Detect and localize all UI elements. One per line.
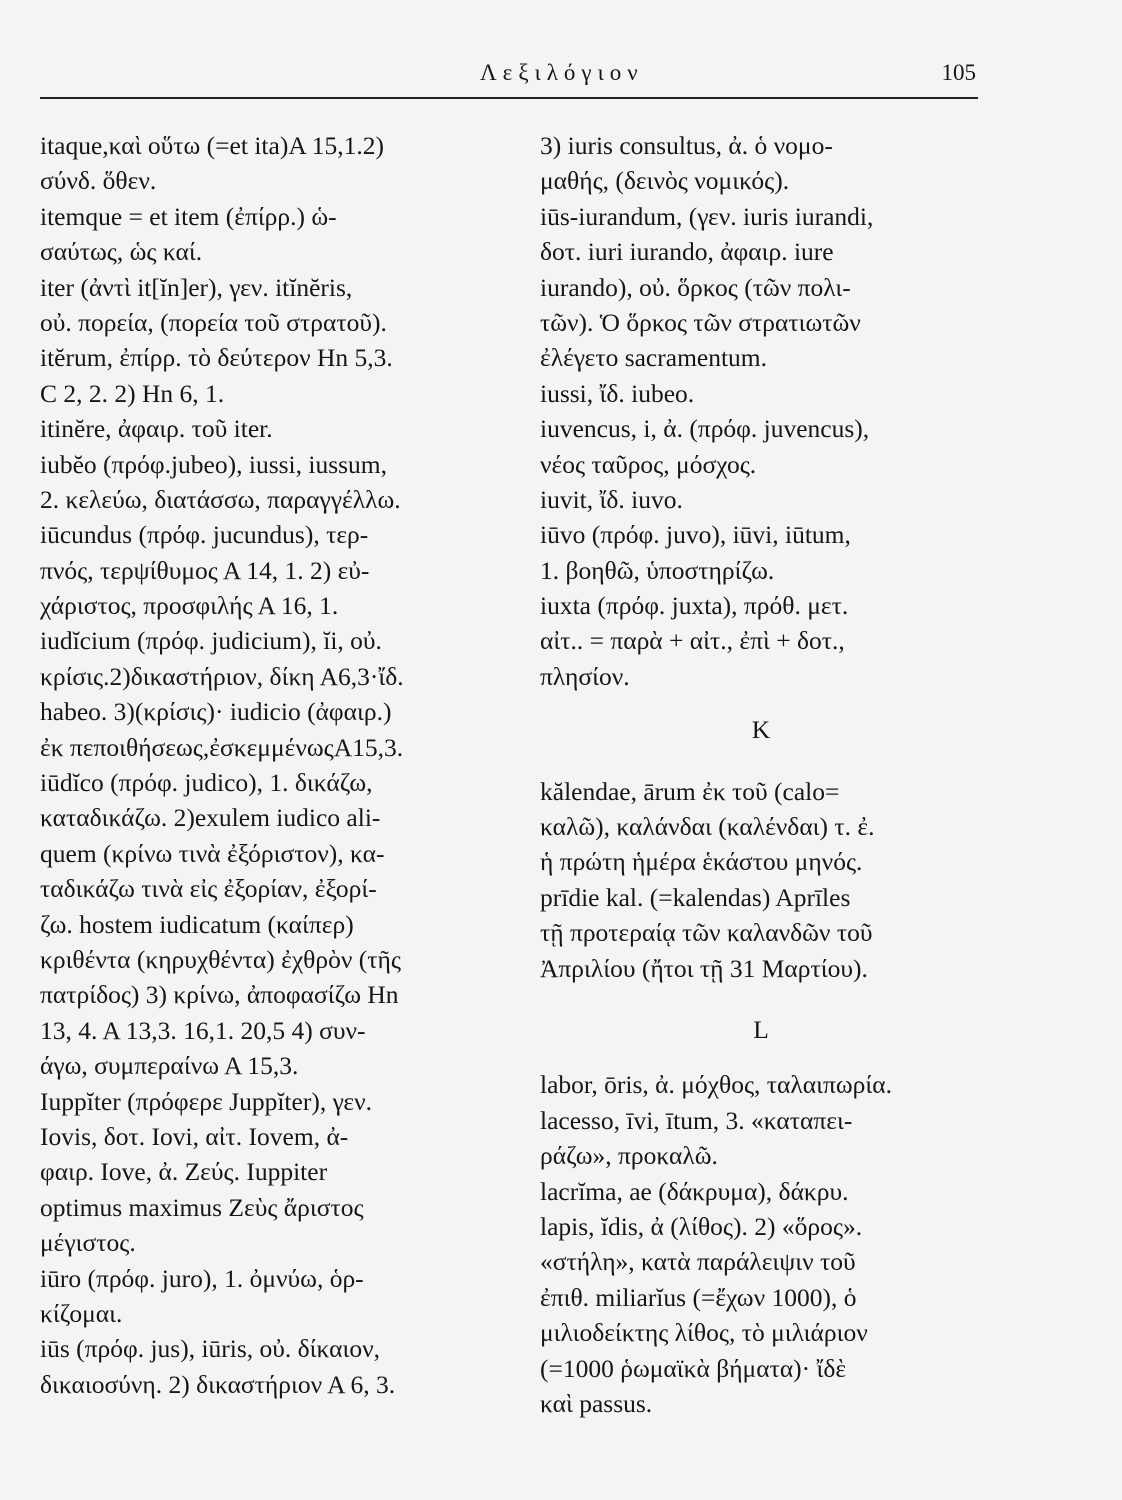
entry-line: itĕrum, ἐπίρρ. τὸ δεύτερον Hn 5,3. (40, 343, 393, 373)
entry-line: lacesso, īvi, ītum, 3. «καταπει- (540, 1105, 853, 1135)
entry-line: quem (κρίνω τινὰ ἐξόριστον), κα- (40, 838, 385, 868)
entry-line: πλησίον. (540, 661, 630, 691)
entry-line: 3) iuris consultus, ἀ. ὁ νομο- (540, 131, 833, 160)
entry-line: μέγιστος. (40, 1228, 136, 1258)
entry-line: σύνδ. ὅθεν. (40, 166, 157, 196)
entry-line: ράζω», προκαλῶ. (540, 1141, 718, 1171)
entry-line: 1. βοηθῶ, ὑποστηρίζω. (540, 555, 775, 585)
entry-line: labor, ōris, ἀ. μόχθος, ταλαιπωρία. (540, 1070, 892, 1100)
section-letter-l: L (753, 1014, 769, 1044)
entry-line: ταδικάζω τινὰ εἰς ἐξορίαν, ἐξορί- (40, 874, 377, 904)
entry-line: optimus maximus Ζεὺς ἄριστος (40, 1192, 364, 1222)
entry-line: αἰτ.. = παρὰ + αἰτ., ἐπὶ + δοτ., (540, 626, 845, 656)
entry-line: νέος ταῦρος, μόσχος. (540, 449, 757, 479)
entry-line: ἐπιθ. miliarĭus (=ἔχων 1000), ὁ (540, 1282, 857, 1312)
entry-line: δοτ. iuri iurando, ἀφαιρ. iure (540, 237, 834, 267)
entry-line: itinĕre, ἀφαιρ. τοῦ iter. (40, 414, 273, 444)
entry-line: ζω. hostem iudicatum (καίπερ) (40, 909, 354, 939)
entry-line: C 2, 2. 2) Hn 6, 1. (40, 378, 225, 408)
entry-line: Iovis, δοτ. Iovi, αἰτ. Iovem, ἀ- (40, 1121, 349, 1151)
entry-line: άγω, συμπεραίνω Α 15,3. (40, 1051, 299, 1081)
entry-line: iūdĭco (πρόφ. judico), 1. δικάζω, (40, 768, 373, 798)
entry-line: ἡ πρώτη ἡμέρα ἑκάστου μηνός. (540, 847, 863, 877)
entry-line: habeo. 3)(κρίσις)· iudicio (ἀφαιρ.) (40, 697, 392, 727)
entry-line: iūs (πρόφ. jus), iūris, οὐ. δίκαιον, (40, 1334, 381, 1364)
entry-line: Ἀπριλίου (ἤτοι τῇ 31 Μαρτίου). (540, 953, 868, 983)
entry-line: iter (ἀντὶ it[ĭn]er), γεν. itĭnĕris, (40, 272, 353, 302)
entry-line: Iuppĭter (πρόφερε Juppĭter), γεν. (40, 1086, 373, 1116)
entry-line: μαθής, (δεινὸς νομικός). (540, 166, 790, 196)
entry-line: ἐκ πεποιθήσεως,ἐσκεμμένωςΑ15,3. (40, 732, 404, 762)
entry-line: itemque = et item (ἐπίρρ.) ὡ- (40, 201, 337, 231)
entry-line: (=1000 ῥωμαϊκὰ βήματα)· ἴδὲ (540, 1353, 847, 1383)
entry-line: κίζομαι. (40, 1298, 123, 1328)
entry-line: πατρίδος) 3) κρίνω, ἀποφασίζω Hn (40, 980, 399, 1010)
entry-line: «στήλη», κατὰ παράλειψιν τοῦ (540, 1247, 856, 1277)
entry-line: iussi, ἴδ. iubeo. (540, 378, 695, 408)
entry-line: τῶν). Ὁ ὅρκος τῶν στρατιωτῶν (540, 307, 861, 337)
section-letter-k: K (751, 715, 771, 745)
entry-line: τῇ προτεραίᾳ τῶν καλανδῶν τοῦ (540, 918, 873, 948)
entry-line: iūvo (πρόφ. juvo), iūvi, iūtum, (540, 520, 851, 550)
entries-j-continued (540, 128, 982, 694)
entry-line: iūcundus (πρόφ. jucundus), τερ- (40, 520, 369, 550)
entry-line: lacrĭma, ae (δάκρυμα), δάκρυ. (540, 1176, 849, 1206)
entry-line: πνός, τερψίθυμος Α 14, 1. 2) εὐ- (40, 555, 370, 585)
entry-line: iūs-iurandum, (γεν. iuris iurandi, (540, 201, 874, 231)
entry-line: iuvencus, i, ἀ. (πρόφ. juvencus), (540, 414, 870, 444)
running-title: Λεξιλόγιον (480, 60, 644, 85)
entry-line: prīdie kal. (=kalendas) Aprīles (540, 882, 851, 912)
entry-line: iubĕo (πρόφ.jubeo), iussi, iussum, (40, 449, 388, 479)
left-column (40, 128, 508, 1402)
entry-line: χάριστος, προσφιλής Α 16, 1. (40, 591, 339, 621)
entry-line: iuvit, ἴδ. iuvo. (540, 484, 683, 514)
entry-line: lapis, ĭdis, ἀ (λίθος). 2) «ὅρος». (540, 1211, 863, 1241)
entry-line: 13, 4. Α 13,3. 16,1. 20,5 4) συν- (40, 1015, 366, 1045)
page-number: 105 (941, 60, 976, 85)
entry-line: itaque,καὶ οὕτω (=et ita)A 15,1.2) (40, 131, 384, 160)
entry-line: iūro (πρόφ. juro), 1. ὀμνύω, ὁρ- (40, 1263, 364, 1293)
entries-l (540, 1067, 982, 1421)
entry-line: iuxta (πρόφ. juxta), πρόθ. μετ. (540, 591, 849, 621)
entry-line: κριθέντα (κηρυχθέντα) ἐχθρὸν (τῆς (40, 944, 401, 974)
entry-line: δικαιοσύνη. 2) δικαστήριον Α 6, 3. (40, 1369, 396, 1399)
entry-line: ἐλέγετο sacramentum. (540, 343, 768, 373)
entry-line: iurando), οὐ. ὅρκος (τῶν πολι- (540, 272, 851, 302)
entry-line: kălendae, ārum ἐκ τοῦ (calo= (540, 776, 840, 806)
entry-line: καταδικάζω. 2)exulem iudico ali- (40, 803, 381, 833)
entry-line: κρίσις.2)δικαστήριον, δίκη Α6,3·ἴδ. (40, 661, 404, 691)
entries-k (540, 774, 982, 986)
entry-line: iudĭcium (πρόφ. judicium), ĭi, οὐ. (40, 626, 382, 656)
entry-line: σαύτως, ὡς καί. (40, 237, 203, 267)
entry-line: καλῶ), καλάνδαι (καλένδαι) τ. ἐ. (540, 812, 875, 842)
entry-line: 2. κελεύω, διατάσσω, παραγγέλλω. (40, 484, 401, 514)
entry-line: καὶ passus. (540, 1388, 653, 1418)
entry-line: φαιρ. Iove, ἀ. Ζεύς. Iuppiter (40, 1157, 328, 1187)
page-header (40, 58, 976, 98)
entry-line: οὐ. πορεία, (πορεία τοῦ στρατοῦ). (40, 307, 387, 337)
entry-line: μιλιοδείκτης λίθος, τὸ μιλιάριον (540, 1318, 868, 1348)
right-column (540, 128, 982, 1421)
header-rule (40, 97, 978, 99)
